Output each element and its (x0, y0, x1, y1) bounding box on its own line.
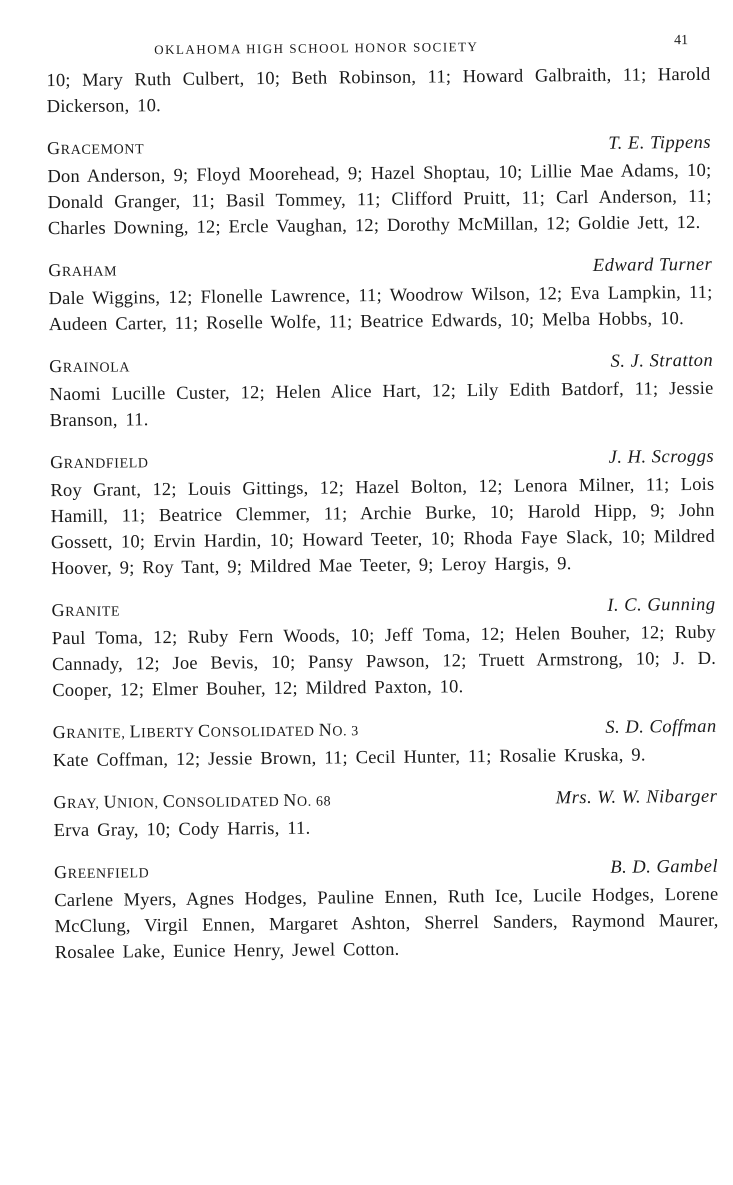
principal-name: S. J. Stratton (610, 350, 714, 372)
school-entry (53, 786, 717, 844)
entry-heading (47, 132, 711, 162)
town-name: GRAY, UNION, CONSOLIDATED NO. 68 (53, 789, 332, 813)
entry-heading (49, 350, 713, 380)
running-head (46, 27, 710, 63)
entry-heading (53, 716, 717, 746)
school-entries (47, 132, 719, 966)
school-entry (53, 716, 717, 774)
school-entry (50, 446, 715, 582)
school-entry (47, 132, 712, 242)
town-name: GRAINOLA (49, 356, 131, 377)
book-page (46, 27, 719, 966)
town-name: GRAHAM (48, 260, 118, 281)
continuation-text: 10; Mary Ruth Culbert, 10; Beth Robinson, 11; Howard Galbraith, 11; Harold Dickerson, 10. (46, 64, 711, 118)
student-list: Dale Wiggins, 12; Flonelle Lawrence, 11; Woodrow Wilson, 12; Eva Lampkin, 11; Audeen Carter, 11; Roselle Wolfe, 11; Beatrice Edwards, 10; Melba Hobbs, 10. (48, 282, 713, 336)
student-list: Erva Gray, 10; Cody Harris, 11. (53, 818, 311, 842)
student-list: Don Anderson, 9; Floyd Moorehead, 9; Hazel Shoptau, 10; Lillie Mae Adams, 10; Donald Granger, 11; Basil Tommey, 11; Clifford Pruitt, 11; Carl Anderson, 11; Charles Downing, 12; Ercle Vaughan, 12; Dorothy McMillan, 12; Goldie Jett, 12. (47, 160, 712, 240)
student-list: Carlene Myers, Agnes Hodges, Pauline Ennen, Ruth Ice, Lucile Hodges, Lorene McClung, Virgil Ennen, Margaret Ashton, Sherrel Sanders, Raymond Maurer, Rosalee Lake, Eunice Henry, Jewel Cotton. (54, 884, 719, 964)
entry-heading (48, 254, 712, 284)
principal-name: S. D. Coffman (605, 716, 717, 738)
school-entry (49, 350, 714, 434)
principal-name: Edward Turner (592, 254, 713, 276)
student-list: Roy Grant, 12; Louis Gittings, 12; Hazel Bolton, 12; Lenora Milner, 11; Lois Hamill, 11; Beatrice Clemmer, 11; Archie Burke, 10; Harold Hipp, 9; John Gossett, 10; Ervin Hardin, 10; Howard Teeter, 10; Rhoda Faye Slack, 10; Mildred Hoover, 9; Roy Tant, 9; Mildred Mae Teeter, 9; Leroy Hargis, 9. (50, 474, 715, 580)
entry-heading (54, 856, 718, 886)
principal-name: Mrs. W. W. Nibarger (555, 786, 718, 809)
school-entry (48, 254, 713, 338)
principal-name: I. C. Gunning (607, 594, 716, 616)
school-entry (54, 856, 719, 966)
town-name: GRANITE, LIBERTY CONSOLIDATED NO. 3 (52, 719, 359, 743)
town-name: GRANDFIELD (50, 452, 149, 473)
principal-name: T. E. Tippens (608, 132, 712, 154)
entry-heading (53, 786, 717, 816)
running-head-title: OKLAHOMA HIGH SCHOOL HONOR SOCIETY (154, 39, 479, 58)
principal-name: B. D. Gambel (610, 856, 719, 878)
school-entry (51, 594, 716, 704)
town-name: GREENFIELD (53, 862, 150, 883)
student-list: Paul Toma, 12; Ruby Fern Woods, 10; Jeff Toma, 12; Helen Bouher, 12; Ruby Cannady, 12; Joe Bevis, 10; Pansy Pawson, 12; Truett Armstrong, 10; J. D. Cooper, 12; Elmer Bouher, 12; Mildred Paxton, 10. (51, 622, 717, 702)
page-number: 41 (674, 33, 689, 49)
principal-name: J. H. Scroggs (608, 446, 715, 468)
town-name: GRACEMONT (47, 138, 145, 159)
student-list: Kate Coffman, 12; Jessie Brown, 11; Cecil Hunter, 11; Rosalie Kruska, 9. (52, 745, 646, 772)
town-name: GRANITE (51, 600, 121, 621)
student-list: Naomi Lucille Custer, 12; Helen Alice Hart, 12; Lily Edith Batdorf, 11; Jessie Branson, 11. (49, 378, 714, 432)
entry-heading (51, 594, 715, 624)
entry-heading (50, 446, 714, 476)
